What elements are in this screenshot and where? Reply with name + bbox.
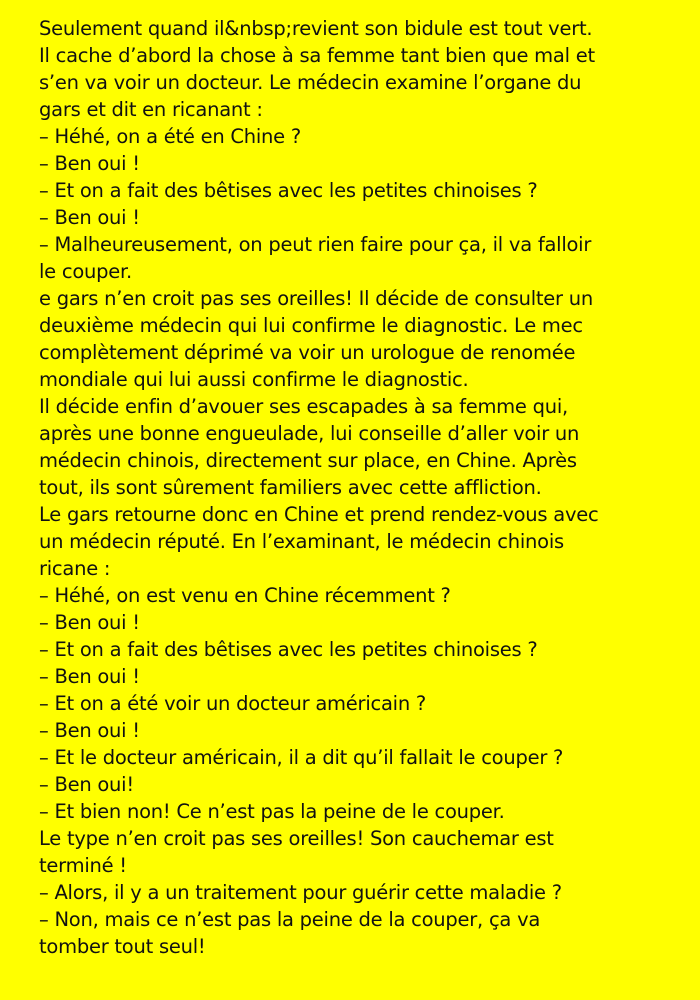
joke-line: – Héhé, on est venu en Chine récemment ?: [39, 584, 451, 607]
joke-line: – Ben oui !: [39, 152, 140, 175]
joke-line: – Ben oui!: [39, 773, 134, 796]
joke-line: tout, ils sont sûrement familiers avec cette affliction.: [39, 476, 542, 499]
joke-line: – Ben oui !: [39, 665, 140, 688]
joke-line: – Alors, il y a un traitement pour guérir cette maladie ?: [39, 881, 562, 904]
joke-line: – Et bien non! Ce n’est pas la peine de le couper.: [39, 800, 505, 823]
joke-line: le couper.: [39, 260, 132, 283]
joke-line: – Malheureusement, on peut rien faire pour ça, il va falloir: [39, 233, 592, 256]
joke-line: terminé !: [39, 854, 127, 877]
joke-line: s’en va voir un docteur. Le médecin examine l’organe du: [39, 71, 582, 94]
joke-line: Seulement quand il&nbsp;revient son bidule est tout vert.: [39, 17, 593, 40]
joke-line: – Ben oui !: [39, 611, 140, 634]
joke-line: – Ben oui !: [39, 719, 140, 742]
joke-line: tomber tout seul!: [39, 935, 206, 958]
joke-line: – Et on a fait des bêtises avec les petites chinoises ?: [39, 638, 538, 661]
joke-line: gars et dit en ricanant :: [39, 98, 263, 121]
joke-line: médecin chinois, directement sur place, en Chine. Après: [39, 449, 577, 472]
joke-line: après une bonne engueulade, lui conseille d’aller voir un: [39, 422, 580, 445]
joke-line: Le gars retourne donc en Chine et prend rendez-vous avec: [39, 503, 599, 526]
joke-line: – Héhé, on a été en Chine ?: [39, 125, 301, 148]
joke-line: mondiale qui lui aussi confirme le diagnostic.: [39, 368, 469, 391]
joke-line: – Ben oui !: [39, 206, 140, 229]
joke-line: deuxième médecin qui lui confirme le diagnostic. Le mec: [39, 314, 583, 337]
joke-line: ricane :: [39, 557, 111, 580]
joke-line: complètement déprimé va voir un urologue de renomée: [39, 341, 576, 364]
joke-line: e gars n’en croit pas ses oreilles! Il décide de consulter un: [39, 287, 593, 310]
joke-text: [39, 15, 688, 960]
joke-line: – Et le docteur américain, il a dit qu’il fallait le couper ?: [39, 746, 564, 769]
joke-line: Il cache d’abord la chose à sa femme tant bien que mal et: [39, 44, 595, 67]
joke-line: Le type n’en croit pas ses oreilles! Son cauchemar est: [39, 827, 554, 850]
joke-line: – Et on a fait des bêtises avec les petites chinoises ?: [39, 179, 538, 202]
joke-line: Il décide enfin d’avouer ses escapades à sa femme qui,: [39, 395, 568, 418]
joke-line: – Et on a été voir un docteur américain ?: [39, 692, 426, 715]
joke-line: – Non, mais ce n’est pas la peine de la couper, ça va: [39, 908, 541, 931]
joke-line: un médecin réputé. En l’examinant, le médecin chinois: [39, 530, 564, 553]
